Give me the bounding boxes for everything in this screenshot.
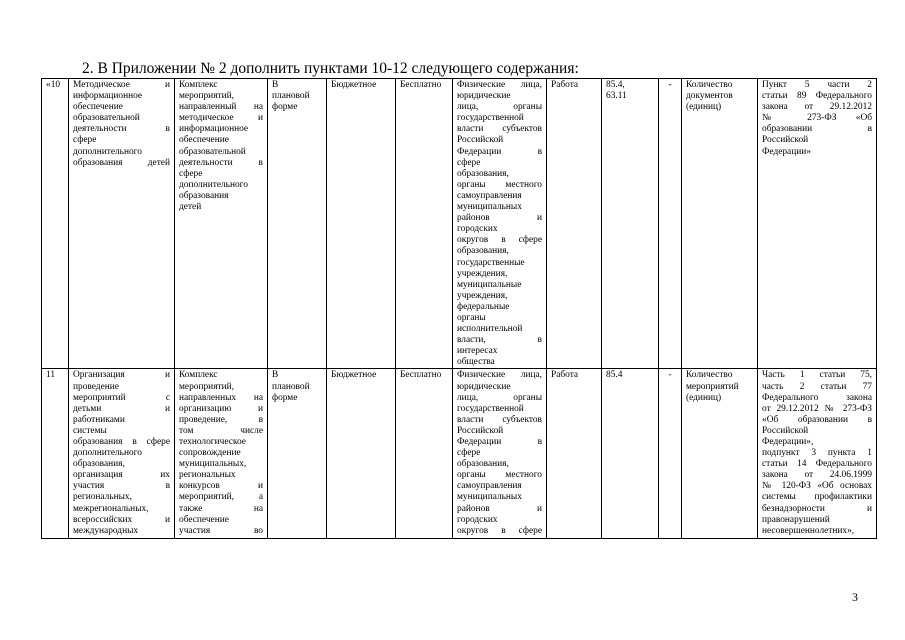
consumer-categories-line: исполнительной [457,324,523,335]
service-name-line: детьми и [73,403,170,414]
service-name-line: Организация и [73,370,170,381]
service-name-line: Методическое и [73,80,170,90]
service-name-cell [69,79,175,369]
payment-type-text: Бесплатно [400,80,442,90]
legal-basis-cell [758,369,877,539]
legal-basis-line: № 120-ФЗ «Об основах [762,481,872,492]
legal-basis-line: Пункт 5 части 2 [762,80,872,90]
section-heading: 2. В Приложении № 2 дополнить пунктами 10-12 следующего содержания: [82,60,579,77]
service-content-line: сфере [179,168,203,179]
empty-marker-text: - [668,370,672,381]
volume-indicator-line: документов [686,91,733,102]
legal-basis-line: системы профилактики [762,492,872,503]
service-content-line: информационное [179,124,249,135]
service-content-line: Комплекс [179,370,218,381]
consumer-categories-line: органы местного [457,470,542,481]
service-name-line: информационное [73,91,143,102]
service-type-text: Работа [551,80,579,90]
service-name-line: сфере [73,135,97,146]
volume-indicator-line: (единиц) [686,102,722,113]
consumer-categories-line: образования, [457,246,509,257]
service-content-line: обеспечение [179,514,229,525]
service-content-line: организацию и [179,403,263,414]
empty-marker-cell [659,369,682,539]
service-content-line: детей [179,202,202,213]
legal-basis-cell [758,79,877,369]
consumer-categories-line: самоуправления [457,481,522,492]
service-name-line: образования в сфере [73,437,170,447]
service-form-line: форме [272,102,298,113]
service-content-line: также на [179,503,263,514]
service-name-line: международных [73,525,139,536]
service-content-line: том числе [179,425,263,436]
legal-basis-line: образовании в [762,124,872,135]
service-content-line: проведение, в [179,414,263,425]
service-content-line: конкурсов и [179,481,263,492]
empty-marker-cell [659,79,682,369]
consumer-categories-line: федеральные [457,301,510,312]
consumer-categories-line: Российской [457,425,504,436]
page-number: 3 [852,590,858,604]
service-type-text: Работа [551,370,579,381]
row-number-cell [42,369,69,539]
consumer-categories-line: интересах [457,346,498,357]
service-content-cell [175,79,268,369]
volume-indicator-line: мероприятий [686,381,739,392]
service-name-line: системы [73,425,107,436]
payment-type-text: Бесплатно [400,370,442,381]
service-content-line: мероприятий, а [179,492,263,503]
service-form-line: В [272,80,279,90]
consumer-categories-line: муниципальных [457,492,522,503]
row-number-text: 11 [46,370,56,381]
consumer-categories-line: образования, [457,168,509,179]
service-content-line: дополнительного [179,179,248,190]
funding-type-text: Бюджетное [331,370,377,381]
service-content-cell [175,369,268,539]
service-name-cell [69,369,175,539]
volume-indicator-line: Количество [686,80,733,90]
consumer-categories-line: общества [457,357,495,368]
service-content-line: Комплекс [179,80,218,90]
payment-type-cell [396,79,453,369]
legal-basis-line: «Об образовании в [762,414,872,425]
consumer-categories-line: учреждения, [457,290,508,301]
funding-type-text: Бюджетное [331,80,377,90]
legal-basis-line: правонарушений [762,514,830,525]
service-form-line: плановой [272,381,310,392]
legal-basis-line: № 273-ФЗ «Об [762,113,872,124]
consumer-categories-line: муниципальных [457,202,522,213]
service-content-line: направленных на [179,392,263,403]
service-name-line: участия в [73,481,170,492]
service-type-cell [547,369,602,539]
service-content-line: образования [179,190,229,201]
service-name-line: деятельности в [73,124,170,135]
service-content-line: направленный на [179,102,263,113]
funding-type-cell [327,369,396,539]
consumer-categories-line: районов и [457,213,542,224]
consumer-categories-cell [453,79,547,369]
legal-basis-line: закона от 29.12.2012 [762,102,872,113]
consumer-categories-line: учреждения, [457,268,508,279]
table-row [42,79,877,369]
consumer-categories-line: муниципальные [457,279,522,290]
table-row [42,369,877,539]
consumer-categories-line: юридические [457,91,511,102]
row-number-cell [42,79,69,369]
consumer-categories-line: государственной [457,403,524,414]
consumer-categories-line: самоуправления [457,190,522,201]
service-name-line: мероприятий с [73,392,170,403]
service-content-line: деятельности в [179,157,263,168]
legal-basis-line: закона от 24.06.1999 [762,470,872,481]
empty-marker-text: - [668,80,672,90]
consumer-categories-line: Российской [457,135,504,146]
consumer-categories-line: Федерации в [457,146,542,157]
service-name-line: дополнительного [73,448,142,459]
service-content-line: технологическое [179,437,246,447]
volume-indicator-cell [682,369,758,539]
legal-basis-line: Федерации», [762,437,814,447]
legal-basis-line: Российской [762,425,809,436]
consumer-categories-line: образования, [457,459,509,470]
legal-basis-line: подпункт 3 пункта 1 [762,448,872,459]
service-name-line: работниками [73,414,125,425]
service-content-line: сопровождение [179,448,241,459]
service-name-line: региональных, [73,492,132,503]
legal-basis-line: статьи 14 Федерального [762,459,872,470]
legal-basis-line: статьи 89 Федерального [762,91,872,102]
service-name-line: образования, [73,459,125,470]
legal-basis-line: Федерального закона [762,392,872,403]
consumer-categories-line: округов в сфере [457,525,542,536]
consumer-categories-line: округов в сфере [457,235,542,246]
consumer-categories-line: власти субъектов [457,414,542,425]
service-content-line: мероприятий, [179,91,234,102]
consumer-categories-line: государственной [457,113,524,124]
service-name-line: образования детей [73,157,170,168]
consumer-categories-line: сфере [457,157,481,168]
consumer-categories-line: Физические лица, [457,80,542,90]
legal-basis-line: от 29.12.2012 № 273-ФЗ [762,403,872,414]
service-form-line: форме [272,392,298,403]
service-name-line: межрегиональных, [73,503,149,514]
volume-indicator-line: Количество [686,370,733,381]
service-content-line: методическое и [179,113,263,124]
consumer-categories-line: лица, органы [457,392,542,403]
consumer-categories-line: органы [457,312,486,323]
consumer-categories-line: государственные [457,257,525,268]
service-content-line: обеспечение [179,135,229,146]
service-content-line: муниципальных, [179,459,247,470]
service-form-line: В [272,370,279,381]
volume-indicator-line: (единиц) [686,392,722,403]
service-content-line: региональных [179,470,236,481]
funding-type-cell [327,79,396,369]
okved-code-line: 85.4, [606,80,625,90]
service-name-line: образовательной [73,113,140,124]
consumer-categories-cell [453,369,547,539]
service-type-cell [547,79,602,369]
legal-basis-line: часть 2 статьи 77 [762,381,872,392]
okved-code-line: 63.11 [606,91,627,102]
row-number-text: «10 [46,80,61,90]
okved-code-line: 85.4 [606,370,623,381]
consumer-categories-line: городских [457,514,498,525]
legal-basis-line: несовершеннолетних», [762,525,855,536]
service-name-line: дополнительного [73,146,142,157]
service-name-line: организация их [73,470,170,481]
consumer-categories-line: районов и [457,503,542,514]
okved-code-cell [602,79,659,369]
okved-code-cell [602,369,659,539]
payment-type-cell [396,369,453,539]
service-form-cell [268,369,327,539]
consumer-categories-line: органы местного [457,179,542,190]
service-form-line: плановой [272,91,310,102]
consumer-categories-line: Физические лица, [457,370,542,381]
legal-basis-line: Федерации» [762,146,811,157]
legal-basis-line: Часть 1 статьи 75, [762,370,872,381]
service-name-line: проведение [73,381,119,392]
service-content-line: образовательной [179,146,246,157]
service-content-line: мероприятий, [179,381,234,392]
services-table [41,78,877,539]
consumer-categories-line: городских [457,224,498,235]
legal-basis-line: Российской [762,135,809,146]
volume-indicator-cell [682,79,758,369]
consumer-categories-line: юридические [457,381,511,392]
consumer-categories-line: сфере [457,448,481,459]
service-name-line: всероссийских и [73,514,170,525]
service-content-line: участия во [179,525,263,536]
consumer-categories-line: власти, в [457,335,542,346]
consumer-categories-line: лица, органы [457,102,542,113]
consumer-categories-line: власти субъектов [457,124,542,135]
consumer-categories-line: Федерации в [457,437,542,447]
service-name-line: обеспечение [73,102,123,113]
service-form-cell [268,79,327,369]
legal-basis-line: безнадзорности и [762,503,872,514]
